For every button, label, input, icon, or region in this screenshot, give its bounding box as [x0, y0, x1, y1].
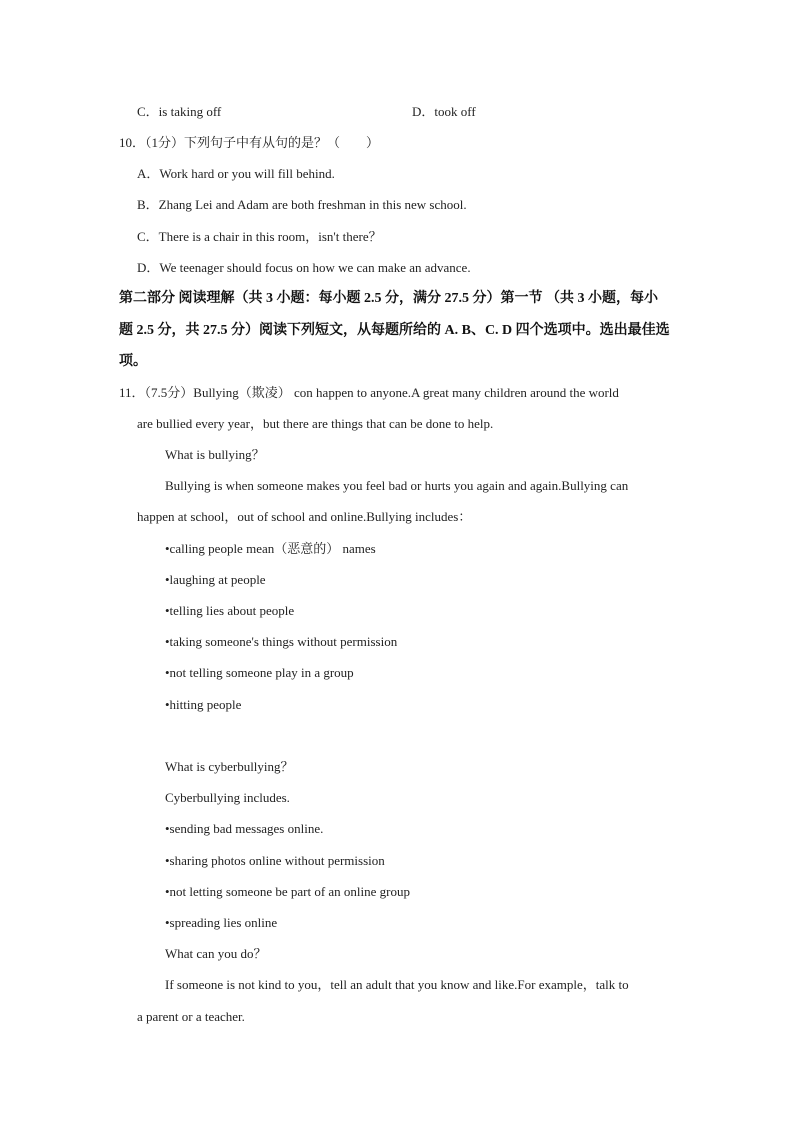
bullying-item: •taking someone's things without permission [165, 634, 398, 649]
q10-option-b: B．Zhang Lei and Adam are both freshman in this new school. [137, 197, 467, 212]
q10-option-a: A．Work hard or you will fill behind. [137, 166, 335, 181]
q10-stem: 10．（1分）下列句子中有从句的是？（ ） [119, 135, 380, 150]
q11-what-can-you-do: What can you do？ [165, 946, 267, 961]
q11-cyberbullying-includes: Cyberbullying includes. [165, 790, 290, 805]
q11-intro-line2: are bullied every year，but there are things that can be done to help. [137, 416, 494, 431]
q11-what-is-cyberbullying: What is cyberbullying？ [165, 759, 294, 774]
bullying-item: •laughing at people [165, 572, 266, 587]
q11-intro-line1: 11．（7.5分）Bullying（欺凌） con happen to anyone.A great many children around the world [119, 385, 619, 400]
q11-bullying-def-line1: Bullying is when someone makes you feel bad or hurts you again and again.Bullying can [165, 478, 629, 493]
cyber-item: •not letting someone be part of an online group [165, 884, 410, 899]
cyber-item: •sending bad messages online. [165, 821, 324, 836]
q10-option-d: D．We teenager should focus on how we can make an advance. [137, 260, 471, 275]
q11-bullying-def-line2: happen at school，out of school and online.Bullying includes： [137, 509, 472, 524]
bullying-item: •hitting people [165, 697, 242, 712]
section2-heading-line1: 第二部分 阅读理解（共 3 小题：每小题 2.5 分，满分 27.5 分）第一节 （共 3 小题，每小 [119, 291, 658, 306]
q10-option-c: C．There is a chair in this room，isn't there？ [137, 229, 382, 244]
bullying-item: •calling people mean（恶意的） names [165, 541, 376, 556]
cyber-item: •sharing photos online without permission [165, 853, 385, 868]
q9-option-c: C．is taking off [137, 104, 222, 119]
q11-advice-line2: a parent or a teacher. [137, 1009, 245, 1024]
cyber-item: •spreading lies online [165, 915, 278, 930]
section2-heading-line2: 题 2.5 分，共 27.5 分）阅读下列短文，从每题所给的 A. B、C. D 四个选项中。选出最佳选 [119, 323, 670, 338]
bullying-item: •not telling someone play in a group [165, 665, 354, 680]
q9-option-d: D．took off [412, 104, 476, 119]
bullying-item: •telling lies about people [165, 603, 295, 618]
q11-advice-line1: If someone is not kind to you，tell an adult that you know and like.For example，talk to [165, 977, 629, 992]
section2-heading-line3: 项。 [119, 354, 147, 369]
q11-what-is-bullying: What is bullying？ [165, 447, 265, 462]
